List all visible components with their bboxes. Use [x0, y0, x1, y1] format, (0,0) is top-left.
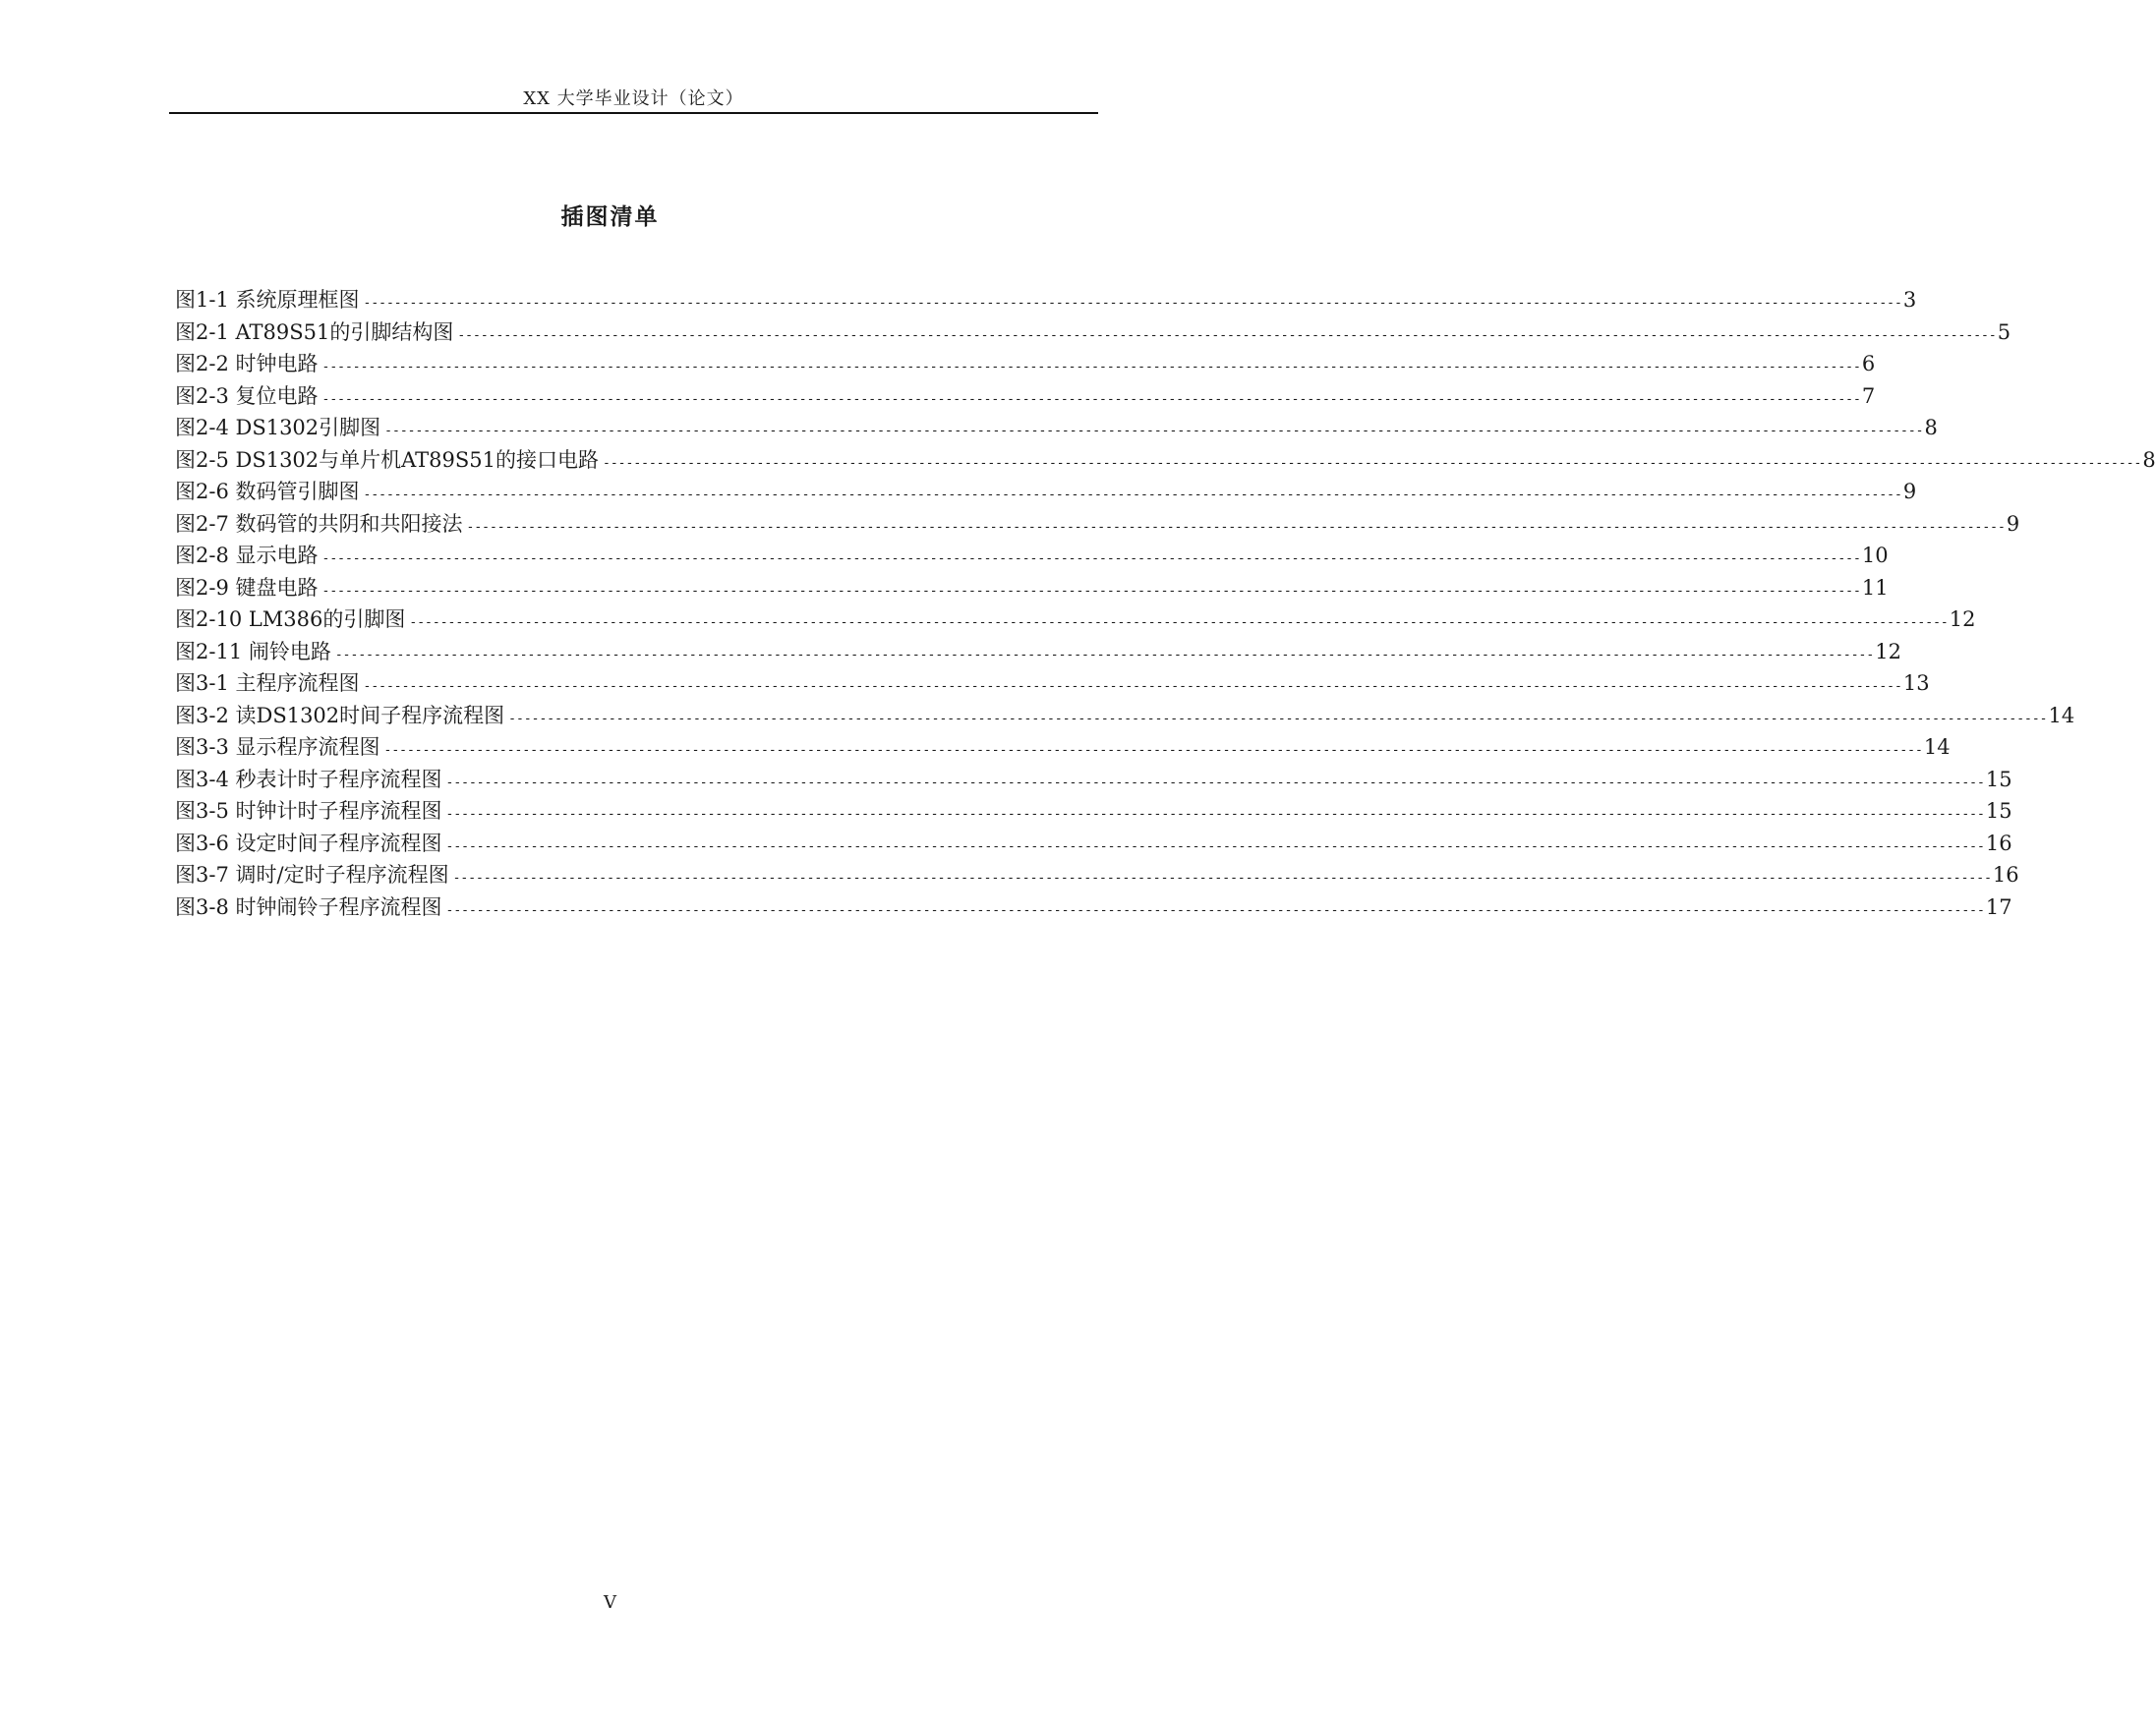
dot-leader: -------------------------------------------------------------------------------------------------------------------------------------------------------------------------------------------------------- [384, 424, 1924, 438]
figure-label: 图2-10 LM386的引脚图 [175, 607, 406, 631]
figure-label: 图3-7 调时/定时子程序流程图 [175, 863, 449, 887]
figure-entry[interactable] [175, 700, 2075, 732]
figure-page: 14 [2048, 703, 2075, 727]
figure-entry[interactable] [175, 540, 1889, 572]
figure-label: 图3-2 读DS1302时间子程序流程图 [175, 703, 505, 727]
figure-page: 15 [1985, 767, 2012, 791]
figure-page: 9 [2006, 511, 2020, 536]
dot-leader: -------------------------------------------------------------------------------------------------------------------------------------------------------------------------------------------------------- [321, 360, 1861, 374]
dot-leader: -------------------------------------------------------------------------------------------------------------------------------------------------------------------------------------------------------- [321, 391, 1861, 407]
figure-entry[interactable] [175, 667, 1930, 700]
dot-leader: -------------------------------------------------------------------------------------------------------------------------------------------------------------------------------------------------------- [445, 838, 1985, 854]
dot-leader: -------------------------------------------------------------------------------------------------------------------------------------------------------------------------------------------------------- [508, 711, 2048, 726]
figure-page: 10 [1861, 544, 1889, 567]
dot-leader: -------------------------------------------------------------------------------------------------------------------------------------------------------------------------------------------------------- [452, 871, 1992, 886]
figure-entry[interactable] [175, 412, 1938, 444]
page-title: 插图清单 [560, 204, 660, 230]
figure-label: 图2-2 时钟电路 [175, 352, 319, 375]
figure-page: 9 [1902, 480, 1917, 503]
figure-entry[interactable] [175, 444, 2156, 477]
figure-label: 图2-9 键盘电路 [175, 575, 319, 600]
figure-label: 图2-4 DS1302引脚图 [175, 416, 381, 439]
figure-page: 8 [1924, 416, 1938, 439]
figure-page: 16 [1985, 831, 2012, 855]
figure-entry[interactable] [175, 284, 1917, 316]
figure-page: 3 [1902, 288, 1917, 312]
figure-entry[interactable] [175, 316, 2011, 349]
figure-label: 图2-1 AT89S51的引脚结构图 [175, 319, 454, 344]
figure-entry[interactable] [175, 795, 2012, 828]
figure-entry[interactable] [175, 476, 1917, 508]
figure-page: 14 [1923, 735, 1951, 759]
dot-leader: -------------------------------------------------------------------------------------------------------------------------------------------------------------------------------------------------------- [321, 583, 1861, 599]
dot-leader: -------------------------------------------------------------------------------------------------------------------------------------------------------------------------------------------------------- [466, 519, 2006, 535]
dot-leader: -------------------------------------------------------------------------------------------------------------------------------------------------------------------------------------------------------- [383, 743, 1923, 758]
figure-entry[interactable] [175, 764, 2012, 796]
figure-entry[interactable] [175, 828, 2012, 860]
figure-page: 8 [2142, 447, 2156, 472]
figure-entry[interactable] [175, 636, 1901, 668]
figure-page: 12 [1875, 639, 1901, 663]
figure-entry[interactable] [175, 572, 1889, 604]
figure-page: 16 [1992, 863, 2019, 887]
dot-leader: -------------------------------------------------------------------------------------------------------------------------------------------------------------------------------------------------------- [603, 455, 2142, 471]
figure-label: 图2-5 DS1302与单片机AT89S51的接口电路 [175, 447, 600, 472]
dot-leader: -------------------------------------------------------------------------------------------------------------------------------------------------------------------------------------------------------- [445, 902, 1985, 918]
header-divider [169, 112, 1098, 114]
figure-label: 图2-7 数码管的共阴和共阳接法 [175, 511, 463, 536]
figure-label: 图1-1 系统原理框图 [175, 288, 360, 312]
figure-label: 图3-5 时钟计时子程序流程图 [175, 799, 442, 823]
dot-leader: -------------------------------------------------------------------------------------------------------------------------------------------------------------------------------------------------------- [321, 551, 1861, 566]
figure-entry[interactable] [175, 859, 2019, 891]
page-number: V [604, 1592, 616, 1613]
figure-entry[interactable] [175, 891, 2012, 924]
figure-entry[interactable] [175, 508, 2020, 541]
figure-entry[interactable] [175, 603, 1976, 636]
figure-label: 图3-4 秒表计时子程序流程图 [175, 767, 442, 791]
dot-leader: -------------------------------------------------------------------------------------------------------------------------------------------------------------------------------------------------------- [445, 775, 1985, 790]
figure-label: 图3-3 显示程序流程图 [175, 735, 380, 759]
dot-leader: -------------------------------------------------------------------------------------------------------------------------------------------------------------------------------------------------------- [334, 647, 1875, 662]
figure-page: 12 [1949, 607, 1976, 631]
running-header: XX 大学毕业设计（论文） [523, 88, 744, 109]
figure-page: 6 [1861, 352, 1876, 375]
dot-leader: -------------------------------------------------------------------------------------------------------------------------------------------------------------------------------------------------------- [363, 679, 1902, 694]
figure-entry[interactable] [175, 380, 1876, 413]
figure-label: 图3-6 设定时间子程序流程图 [175, 831, 442, 855]
figure-page: 5 [1997, 319, 2011, 344]
figure-page: 11 [1861, 575, 1889, 600]
dot-leader: -------------------------------------------------------------------------------------------------------------------------------------------------------------------------------------------------------- [457, 327, 1997, 343]
figure-label: 图3-1 主程序流程图 [175, 671, 360, 695]
figure-label: 图2-11 闹铃电路 [175, 639, 331, 663]
figure-page: 7 [1861, 383, 1876, 408]
figure-label: 图2-6 数码管引脚图 [175, 480, 360, 503]
figure-list [175, 284, 2156, 923]
figure-page: 15 [1985, 799, 2012, 823]
dot-leader: -------------------------------------------------------------------------------------------------------------------------------------------------------------------------------------------------------- [363, 488, 1902, 502]
figure-entry[interactable] [175, 348, 1876, 380]
dot-leader: -------------------------------------------------------------------------------------------------------------------------------------------------------------------------------------------------------- [363, 296, 1902, 311]
dot-leader: -------------------------------------------------------------------------------------------------------------------------------------------------------------------------------------------------------- [409, 615, 1949, 630]
figure-page: 13 [1902, 671, 1930, 695]
figure-label: 图3-8 时钟闹铃子程序流程图 [175, 894, 442, 919]
figure-entry[interactable] [175, 731, 1951, 764]
figure-page: 17 [1985, 894, 2012, 919]
figure-label: 图2-8 显示电路 [175, 544, 319, 567]
dot-leader: -------------------------------------------------------------------------------------------------------------------------------------------------------------------------------------------------------- [445, 807, 1985, 822]
figure-label: 图2-3 复位电路 [175, 383, 319, 408]
